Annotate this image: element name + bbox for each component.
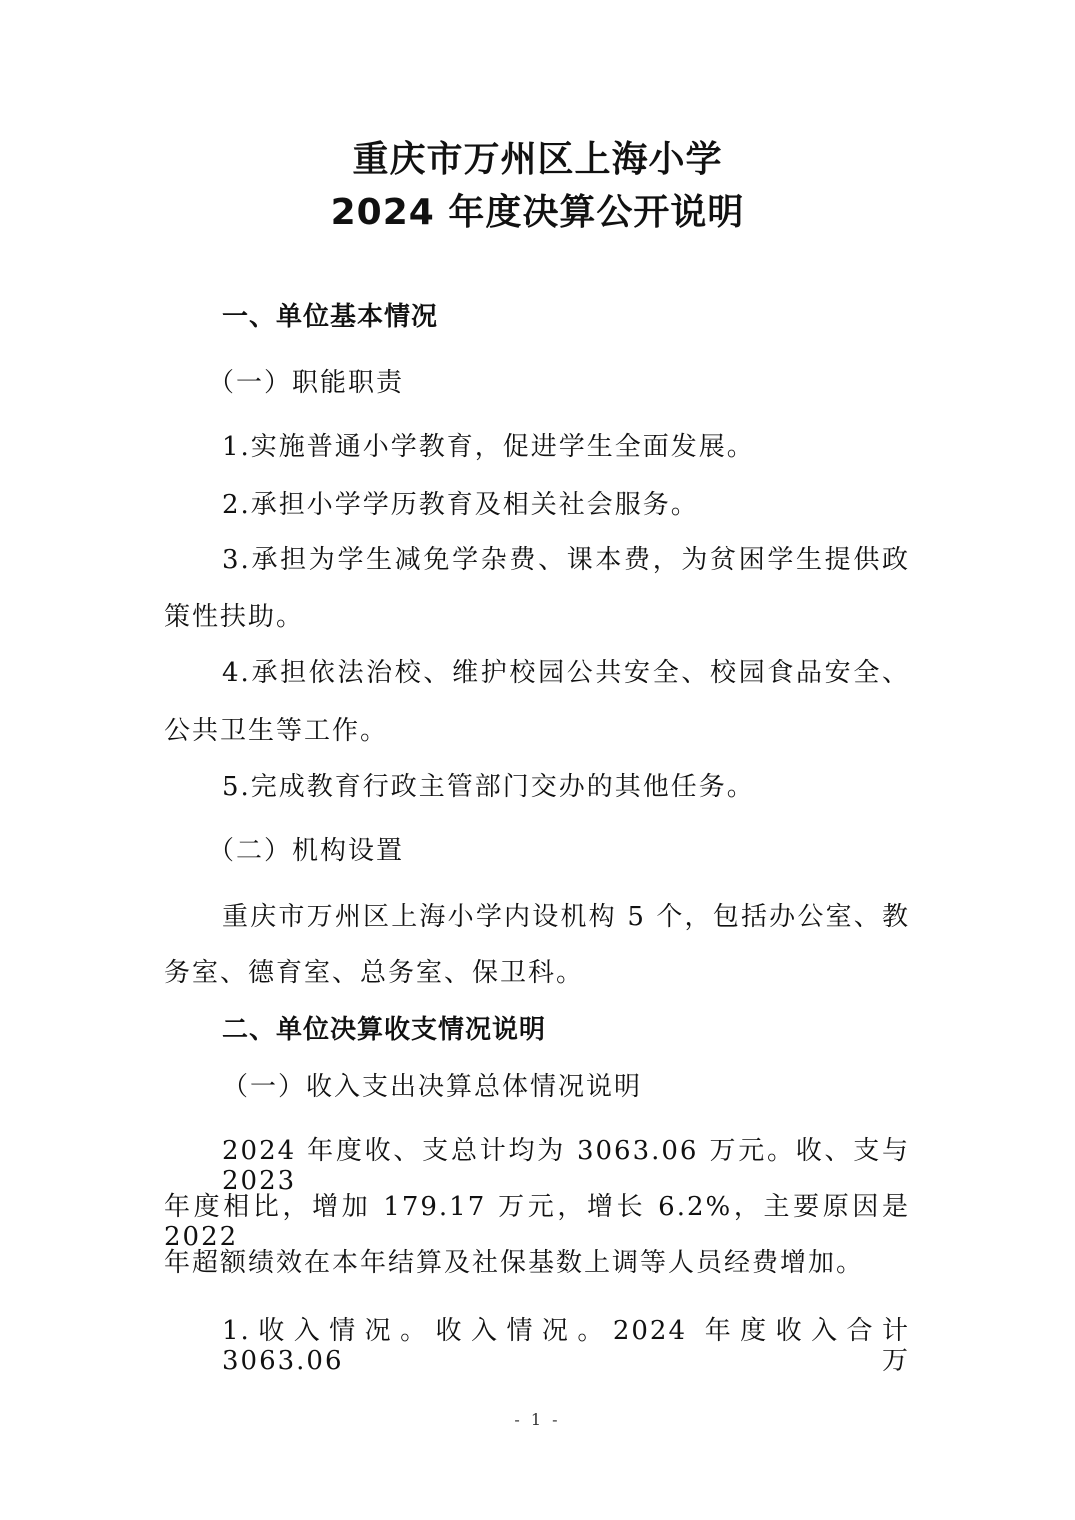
duty-item-4-line2: 公共卫生等工作。 [164,716,389,746]
duty-item-2: 2.承担小学学历教育及相关社会服务。 [222,490,699,520]
section1-sub1-heading: （一）职能职责 [208,368,405,398]
overview-para-line2: 年度相比，增加 179.17 万元，增长 6.2%，主要原因是 2022 [164,1192,910,1252]
org-para-line2: 务室、德育室、总务室、保卫科。 [164,958,585,988]
document-title-line2: 2024 年度决算公开说明 [330,192,745,233]
section1-heading: 一、单位基本情况 [222,302,439,332]
duty-item-4-line1: 4.承担依法治校、维护校园公共安全、校园食品安全、 [222,658,910,688]
page-number: - 1 - [514,1410,561,1429]
section2-heading: 二、单位决算收支情况说明 [222,1015,547,1045]
duty-item-5: 5.完成教育行政主管部门交办的其他任务。 [222,772,755,802]
overview-para-line3: 年超额绩效在本年结算及社保基数上调等人员经费增加。 [164,1248,865,1278]
document-title-line1: 重庆市万州区上海小学 [352,139,723,180]
income-item-1-line1: 1.收入情况。收入情况。2024 年度收入合计 3063.06 万 [222,1316,910,1376]
duty-item-3-line1: 3.承担为学生减免学杂费、课本费，为贫困学生提供政 [222,545,910,575]
duty-item-1: 1.实施普通小学教育，促进学生全面发展。 [222,432,755,462]
section1-sub2-heading: （二）机构设置 [208,836,405,866]
overview-para-line1: 2024 年度收、支总计均为 3063.06 万元。收、支与 2023 [222,1136,910,1196]
duty-item-3-line2: 策性扶助。 [164,602,305,632]
org-para-line1: 重庆市万州区上海小学内设机构 5 个，包括办公室、教 [222,902,910,932]
section2-sub1-heading: （一）收入支出决算总体情况说明 [222,1072,643,1102]
